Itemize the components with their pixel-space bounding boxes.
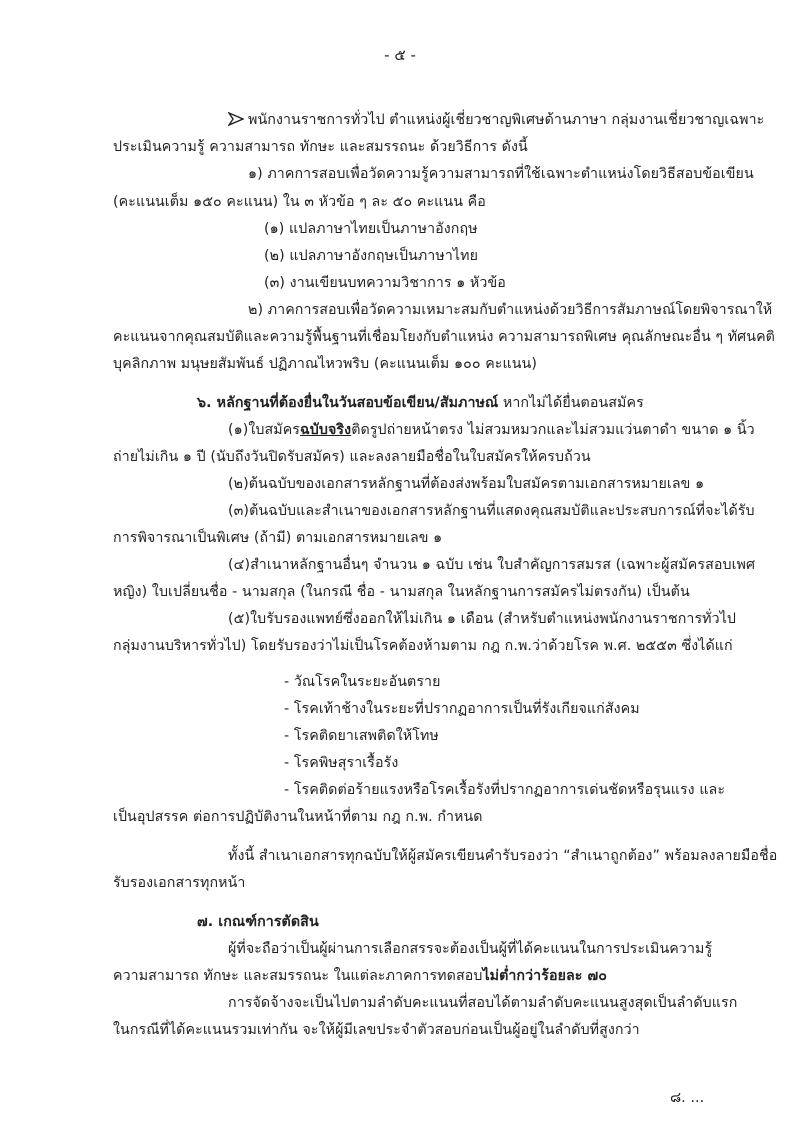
disease-item-4: - โรคพิษสุราเรื้อรัง [284,755,399,771]
disease-item-5: - โรคติดต่อร้ายแรงหรือโรคเรื้อรังที่ปรากฏอาการเด่นชัดหรือรุนแรง และ [284,782,726,798]
section7-p2-line-1: การจัดจ้างจะเป็นไปตามลำดับคะแนนที่สอบได้ตามลำดับคะแนนสูงสุดเป็นลำดับแรก [228,995,738,1011]
doc4-line-2: หญิง) ใบเปลี่ยนชื่อ - นามสกุล (ในกรณี ชื่อ - นามสกุล ในหลักฐานการสมัครไม่ตรงกัน) เป็นต้น [113,584,690,600]
doc1-emph: ฉบับจริง [300,422,352,438]
intro-line-1 [228,110,764,130]
part1-line-1: ๑) ภาคการสอบเพื่อวัดความรู้ความสามารถที่ใช้เฉพาะตำแหน่งโดยวิธีสอบข้อเขียน [248,166,754,182]
section7-p1-line-1: ผู้ที่จะถือว่าเป็นผู้ผ่านการเลือกสรรจะต้องเป็นผู้ที่ได้คะแนนในการประเมินความรู้ [228,941,713,957]
disease-item-3: - โรคติดยาเสพติดให้โทษ [284,728,439,744]
doc1-line-1 [228,420,755,440]
part1-line-2: (คะแนนเต็ม ๑๕๐ คะแนน) ใน ๓ หัวข้อ ๆ ละ ๕๐ คะแนน คือ [113,194,486,210]
intro-text-1: พนักงานราชการทั่วไป ตำแหน่งผู้เชี่ยวชาญพิเศษด้านภาษา กลุ่มงานเชี่ยวชาญเฉพาะ [248,112,765,128]
part2-line-3: บุคลิกภาพ มนุษยสัมพันธ์ ปฏิภาณไหวพริบ (คะแนนเต็ม ๑๐๐ คะแนน) [113,356,537,372]
certify-line-1: ทั้งนี้ สำเนาเอกสารทุกฉบับให้ผู้สมัครเขียนคำรับรองว่า “สำเนาถูกต้อง” พร้อมลงลายมือชื่อ [228,848,778,864]
section7-heading: ๗. เกณฑ์การตัดสิน [197,914,319,930]
disease-item-2: - โรคเท้าช้างในระยะที่ปรากฏอาการเป็นที่รังเกียจแก่สังคม [284,701,640,717]
disease-continuation: เป็นอุปสรรค ต่อการปฏิบัติงานในหน้าที่ตาม กฎ ก.พ. กำหนด [113,809,483,825]
doc5-line-1: (๕)ใบรับรองแพทย์ซึ่งออกให้ไม่เกิน ๑ เดือน (สำหรับตำแหน่งพนักงานราชการทั่วไป [228,611,737,627]
part2-line-2: คะแนนจากคุณสมบัติและความรู้พื้นฐานที่เชื่อมโยงกับตำแหน่ง ความสามารถพิเศษ คุณลักษณะอื่น ๆ ทัศนคติ [113,329,775,345]
next-page-marker: ๘. ... [670,1090,705,1106]
part1-item-1: (๑) แปลภาษาไทยเป็นภาษาอังกฤษ [264,221,478,237]
intro-line-2: ประเมินความรู้ ความสามารถ ทักษะ และสมรรถนะ ด้วยวิธีการ ดังนี้ [113,139,528,155]
section6-heading [197,393,644,413]
doc1-post: ติดรูปถ่ายหน้าตรง ไม่สวมหมวกและไม่สวมแว่นตาดำ ขนาด ๑ นิ้ว [351,422,755,438]
section7-p2-line-2: ในกรณีที่ได้คะแนนรวมเท่ากัน จะให้ผู้มีเลขประจำตัวสอบก่อนเป็นผู้อยู่ในลำดับที่สูงกว่า [113,1022,640,1038]
doc1-line-2: ถ่ายไม่เกิน ๑ ปี (นับถึงวันปิดรับสมัคร) และลงลายมือชื่อในใบสมัครให้ครบถ้วน [113,449,591,465]
arrow-bullet-icon [228,112,244,126]
section7-p1-line-2-pre: ความสามารถ ทักษะ และสมรรถนะ ในแต่ละภาคการทดสอบ [113,968,483,984]
disease-item-1: - วัณโรคในระยะอันตราย [284,674,441,690]
doc1-pre: (๑)ใบสมัคร [228,422,301,438]
doc3-line-1: (๓)ต้นฉบับและสำเนาของเอกสารหลักฐานที่แสดงคุณสมบัติและประสบการณ์ที่จะได้รับ [228,503,755,519]
pass-threshold: ไม่ต่ำกว่าร้อยละ ๗๐ [482,968,608,984]
page-number: - ๕ - [384,46,416,64]
doc4-line-1: (๔)สำเนาหลักฐานอื่นๆ จำนวน ๑ ฉบับ เช่น ใบสำคัญการสมรส (เฉพาะผู้สมัครสอบเพศ [228,557,756,573]
doc5-line-2: กลุ่มงานบริหารทั่วไป) โดยรับรองว่าไม่เป็นโรคต้องห้ามตาม กฎ ก.พ.ว่าด้วยโรค พ.ศ. ๒๕๕๓ ซึ่งได้แก่ [113,638,733,654]
doc2-line: (๒)ต้นฉบับของเอกสารหลักฐานที่ต้องส่งพร้อมใบสมัครตามเอกสารหมายเลข ๑ [228,476,705,492]
part1-item-2: (๒) แปลภาษาอังกฤษเป็นภาษาไทย [264,248,478,264]
doc3-line-2: การพิจารณาเป็นพิเศษ (ถ้ามี) ตามเอกสารหมายเลข ๑ [113,530,443,546]
part2-line-1: ๒) ภาคการสอบเพื่อวัดความเหมาะสมกับตำแหน่งด้วยวิธีการสัมภาษณ์โดยพิจารณาให้ [248,302,773,318]
part1-item-3: (๓) งานเขียนบทความวิชาการ ๑ หัวข้อ [264,275,506,291]
section6-heading-bold: ๖. หลักฐานที่ต้องยื่นในวันสอบข้อเขียน/สัมภาษณ์ [197,395,499,411]
section6-heading-rest: หากไม่ได้ยื่นตอนสมัคร [498,395,644,411]
certify-line-2: รับรองเอกสารทุกหน้า [113,875,246,891]
section7-p1-line-2 [113,966,607,986]
